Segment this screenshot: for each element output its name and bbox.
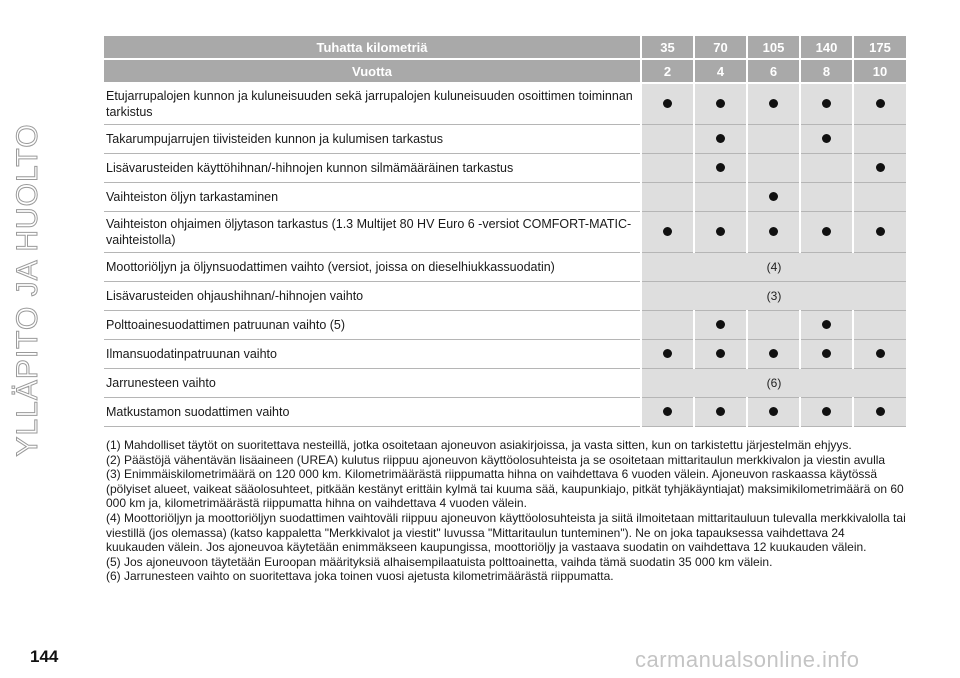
interval-cell <box>694 311 747 340</box>
row-description: Etujarrupalojen kunnon ja kuluneisuuden sekä jarrupalojen kuluneisuuden osoittimen toiminnan tarkistus <box>104 83 641 125</box>
table-row <box>104 282 906 311</box>
interval-cell <box>694 183 747 212</box>
bullet-icon <box>769 407 778 416</box>
interval-cell <box>853 154 906 183</box>
interval-cell <box>800 183 853 212</box>
interval-cell <box>747 183 800 212</box>
header-year-2: 6 <box>747 59 800 83</box>
interval-cell <box>694 83 747 125</box>
bullet-icon <box>876 227 885 236</box>
interval-cell <box>694 125 747 154</box>
header-row-km <box>104 36 906 59</box>
interval-cell <box>747 125 800 154</box>
interval-cell <box>853 311 906 340</box>
interval-cell <box>800 311 853 340</box>
row-description: Matkustamon suodattimen vaihto <box>104 398 641 427</box>
interval-cell <box>800 398 853 427</box>
interval-cell <box>747 83 800 125</box>
bullet-icon <box>822 134 831 143</box>
table-row <box>104 125 906 154</box>
interval-cell <box>800 125 853 154</box>
footnote-1: (1) Mahdolliset täytöt on suoritettava nesteillä, jotka osoitetaan ajoneuvon asiakirjoissa, ja vasta sitten, kun on tarkistettu järjestelmän ehjyys. <box>106 438 852 452</box>
interval-cell <box>853 212 906 253</box>
row-note: (4) <box>641 253 906 282</box>
header-km-4: 175 <box>853 36 906 59</box>
header-years-label: Vuotta <box>104 59 641 83</box>
interval-cell <box>853 83 906 125</box>
bullet-icon <box>822 407 831 416</box>
table-row <box>104 212 906 253</box>
row-description: Lisävarusteiden ohjaushihnan/-hihnojen vaihto <box>104 282 641 311</box>
bullet-icon <box>663 349 672 358</box>
interval-cell <box>641 340 694 369</box>
bullet-icon <box>769 349 778 358</box>
bullet-icon <box>769 227 778 236</box>
row-description: Vaihteiston ohjaimen öljytason tarkastus (1.3 Multijet 80 HV Euro 6 -versiot COMFORT-MATIC-vaihteistolla) <box>104 212 641 253</box>
bullet-icon <box>769 99 778 108</box>
row-description: Ilmansuodatinpatruunan vaihto <box>104 340 641 369</box>
table-row <box>104 183 906 212</box>
interval-cell <box>694 340 747 369</box>
bullet-icon <box>822 320 831 329</box>
bullet-icon <box>716 99 725 108</box>
header-year-4: 10 <box>853 59 906 83</box>
row-description: Moottoriöljyn ja öljynsuodattimen vaihto (versiot, joissa on dieselhiukkassuodatin) <box>104 253 641 282</box>
bullet-icon <box>822 349 831 358</box>
interval-cell <box>641 83 694 125</box>
footnotes <box>106 438 906 584</box>
header-km-0: 35 <box>641 36 694 59</box>
interval-cell <box>800 212 853 253</box>
bullet-icon <box>663 407 672 416</box>
row-note: (3) <box>641 282 906 311</box>
row-description: Vaihteiston öljyn tarkastaminen <box>104 183 641 212</box>
schedule-body <box>104 83 906 427</box>
header-km-label: Tuhatta kilometriä <box>104 36 641 59</box>
table-row <box>104 253 906 282</box>
interval-cell <box>747 398 800 427</box>
section-title: YLLÄPITO JA HUOLTO <box>11 123 44 457</box>
table-row <box>104 83 906 125</box>
bullet-icon <box>769 192 778 201</box>
interval-cell <box>747 212 800 253</box>
row-description: Takarumpujarrujen tiivisteiden kunnon ja kulumisen tarkastus <box>104 125 641 154</box>
interval-cell <box>800 83 853 125</box>
interval-cell <box>641 125 694 154</box>
interval-cell <box>641 183 694 212</box>
header-km-3: 140 <box>800 36 853 59</box>
footnote-3: (3) Enimmäiskilometrimäärä on 120 000 km. Kilometrimäärästä riippumatta hihna on vaihdettava 6 vuoden välein. Ajoneuvon raskaassa käytössä (pölyiset alueet, vaikeat sääolosuhteet, pitkään kestänyt erittäin kylmä tai kuuma sää, kaupunkiajo, pitkät tyhjäkäyntiajat) maksimikilometrimäärä on 60 000 km ja, kilometrimäärästä riippumatta hihna on vaihdettava 4 vuoden välein. <box>106 467 904 511</box>
interval-cell <box>747 154 800 183</box>
table-row <box>104 398 906 427</box>
interval-cell <box>853 340 906 369</box>
header-year-3: 8 <box>800 59 853 83</box>
row-description: Lisävarusteiden käyttöhihnan/-hihnojen kunnon silmämääräinen tarkastus <box>104 154 641 183</box>
footnote-2: (2) Päästöjä vähentävän lisäaineen (UREA) kulutus riippuu ajoneuvon käyttöolosuhteista ja se osoitetaan mittaritaulun merkkivalon ja viestin avulla <box>106 452 886 467</box>
maintenance-schedule-table <box>104 36 906 427</box>
interval-cell <box>853 125 906 154</box>
watermark: carmanualsonline.info <box>635 647 860 672</box>
bullet-icon <box>876 349 885 358</box>
interval-cell <box>694 398 747 427</box>
header-row-years <box>104 59 906 83</box>
interval-cell <box>641 398 694 427</box>
bullet-icon <box>716 320 725 329</box>
bullet-icon <box>663 227 672 236</box>
bullet-icon <box>876 407 885 416</box>
bullet-icon <box>876 99 885 108</box>
table-row <box>104 154 906 183</box>
interval-cell <box>800 340 853 369</box>
row-description: Polttoainesuodattimen patruunan vaihto (5) <box>104 311 641 340</box>
bullet-icon <box>822 227 831 236</box>
interval-cell <box>853 183 906 212</box>
bullet-icon <box>716 227 725 236</box>
bullet-icon <box>876 163 885 172</box>
header-km-2: 105 <box>747 36 800 59</box>
interval-cell <box>853 398 906 427</box>
header-year-0: 2 <box>641 59 694 83</box>
table-row <box>104 311 906 340</box>
row-description: Jarrunesteen vaihto <box>104 369 641 398</box>
bullet-icon <box>716 163 725 172</box>
footnote-5: (5) Jos ajoneuvoon täytetään Euroopan määrityksiä alhaisempilaatuista polttoainetta, vaihda tämä suodatin 35 000 km välein. <box>106 554 773 569</box>
interval-cell <box>641 212 694 253</box>
header-km-1: 70 <box>694 36 747 59</box>
footnote-4: (4) Moottoriöljyn ja moottoriöljyn suodattimen vaihtoväli riippuu ajoneuvon käyttöolosuhteista ja siitä ilmoitetaan mittaritauluun tulevalla merkkivalolla tai viestillä (jos olemassa) (katso kappaletta "Merkkivalot ja viestit" luvussa "Mittaritaulun tunteminen"). Ne on joka tapauksessa vaihdettava 24 kuukauden välein. Jos ajoneuvoa käytetään enimmäkseen kaupungissa, moottoriöljy ja vastaava suodatin on vaihdettava 12 kuukauden välein. <box>106 510 906 555</box>
table-row <box>104 340 906 369</box>
interval-cell <box>747 340 800 369</box>
bullet-icon <box>716 134 725 143</box>
bullet-icon <box>716 349 725 358</box>
interval-cell <box>641 154 694 183</box>
table-row <box>104 369 906 398</box>
interval-cell <box>694 154 747 183</box>
bullet-icon <box>716 407 725 416</box>
interval-cell <box>641 311 694 340</box>
row-note: (6) <box>641 369 906 398</box>
interval-cell <box>694 212 747 253</box>
page-number: 144 <box>30 647 59 666</box>
bullet-icon <box>663 99 672 108</box>
interval-cell <box>800 154 853 183</box>
bullet-icon <box>822 99 831 108</box>
interval-cell <box>747 311 800 340</box>
header-year-1: 4 <box>694 59 747 83</box>
footnote-6: (6) Jarrunesteen vaihto on suoritettava joka toinen vuosi ajetusta kilometrimäärästä riippumatta. <box>106 569 614 584</box>
